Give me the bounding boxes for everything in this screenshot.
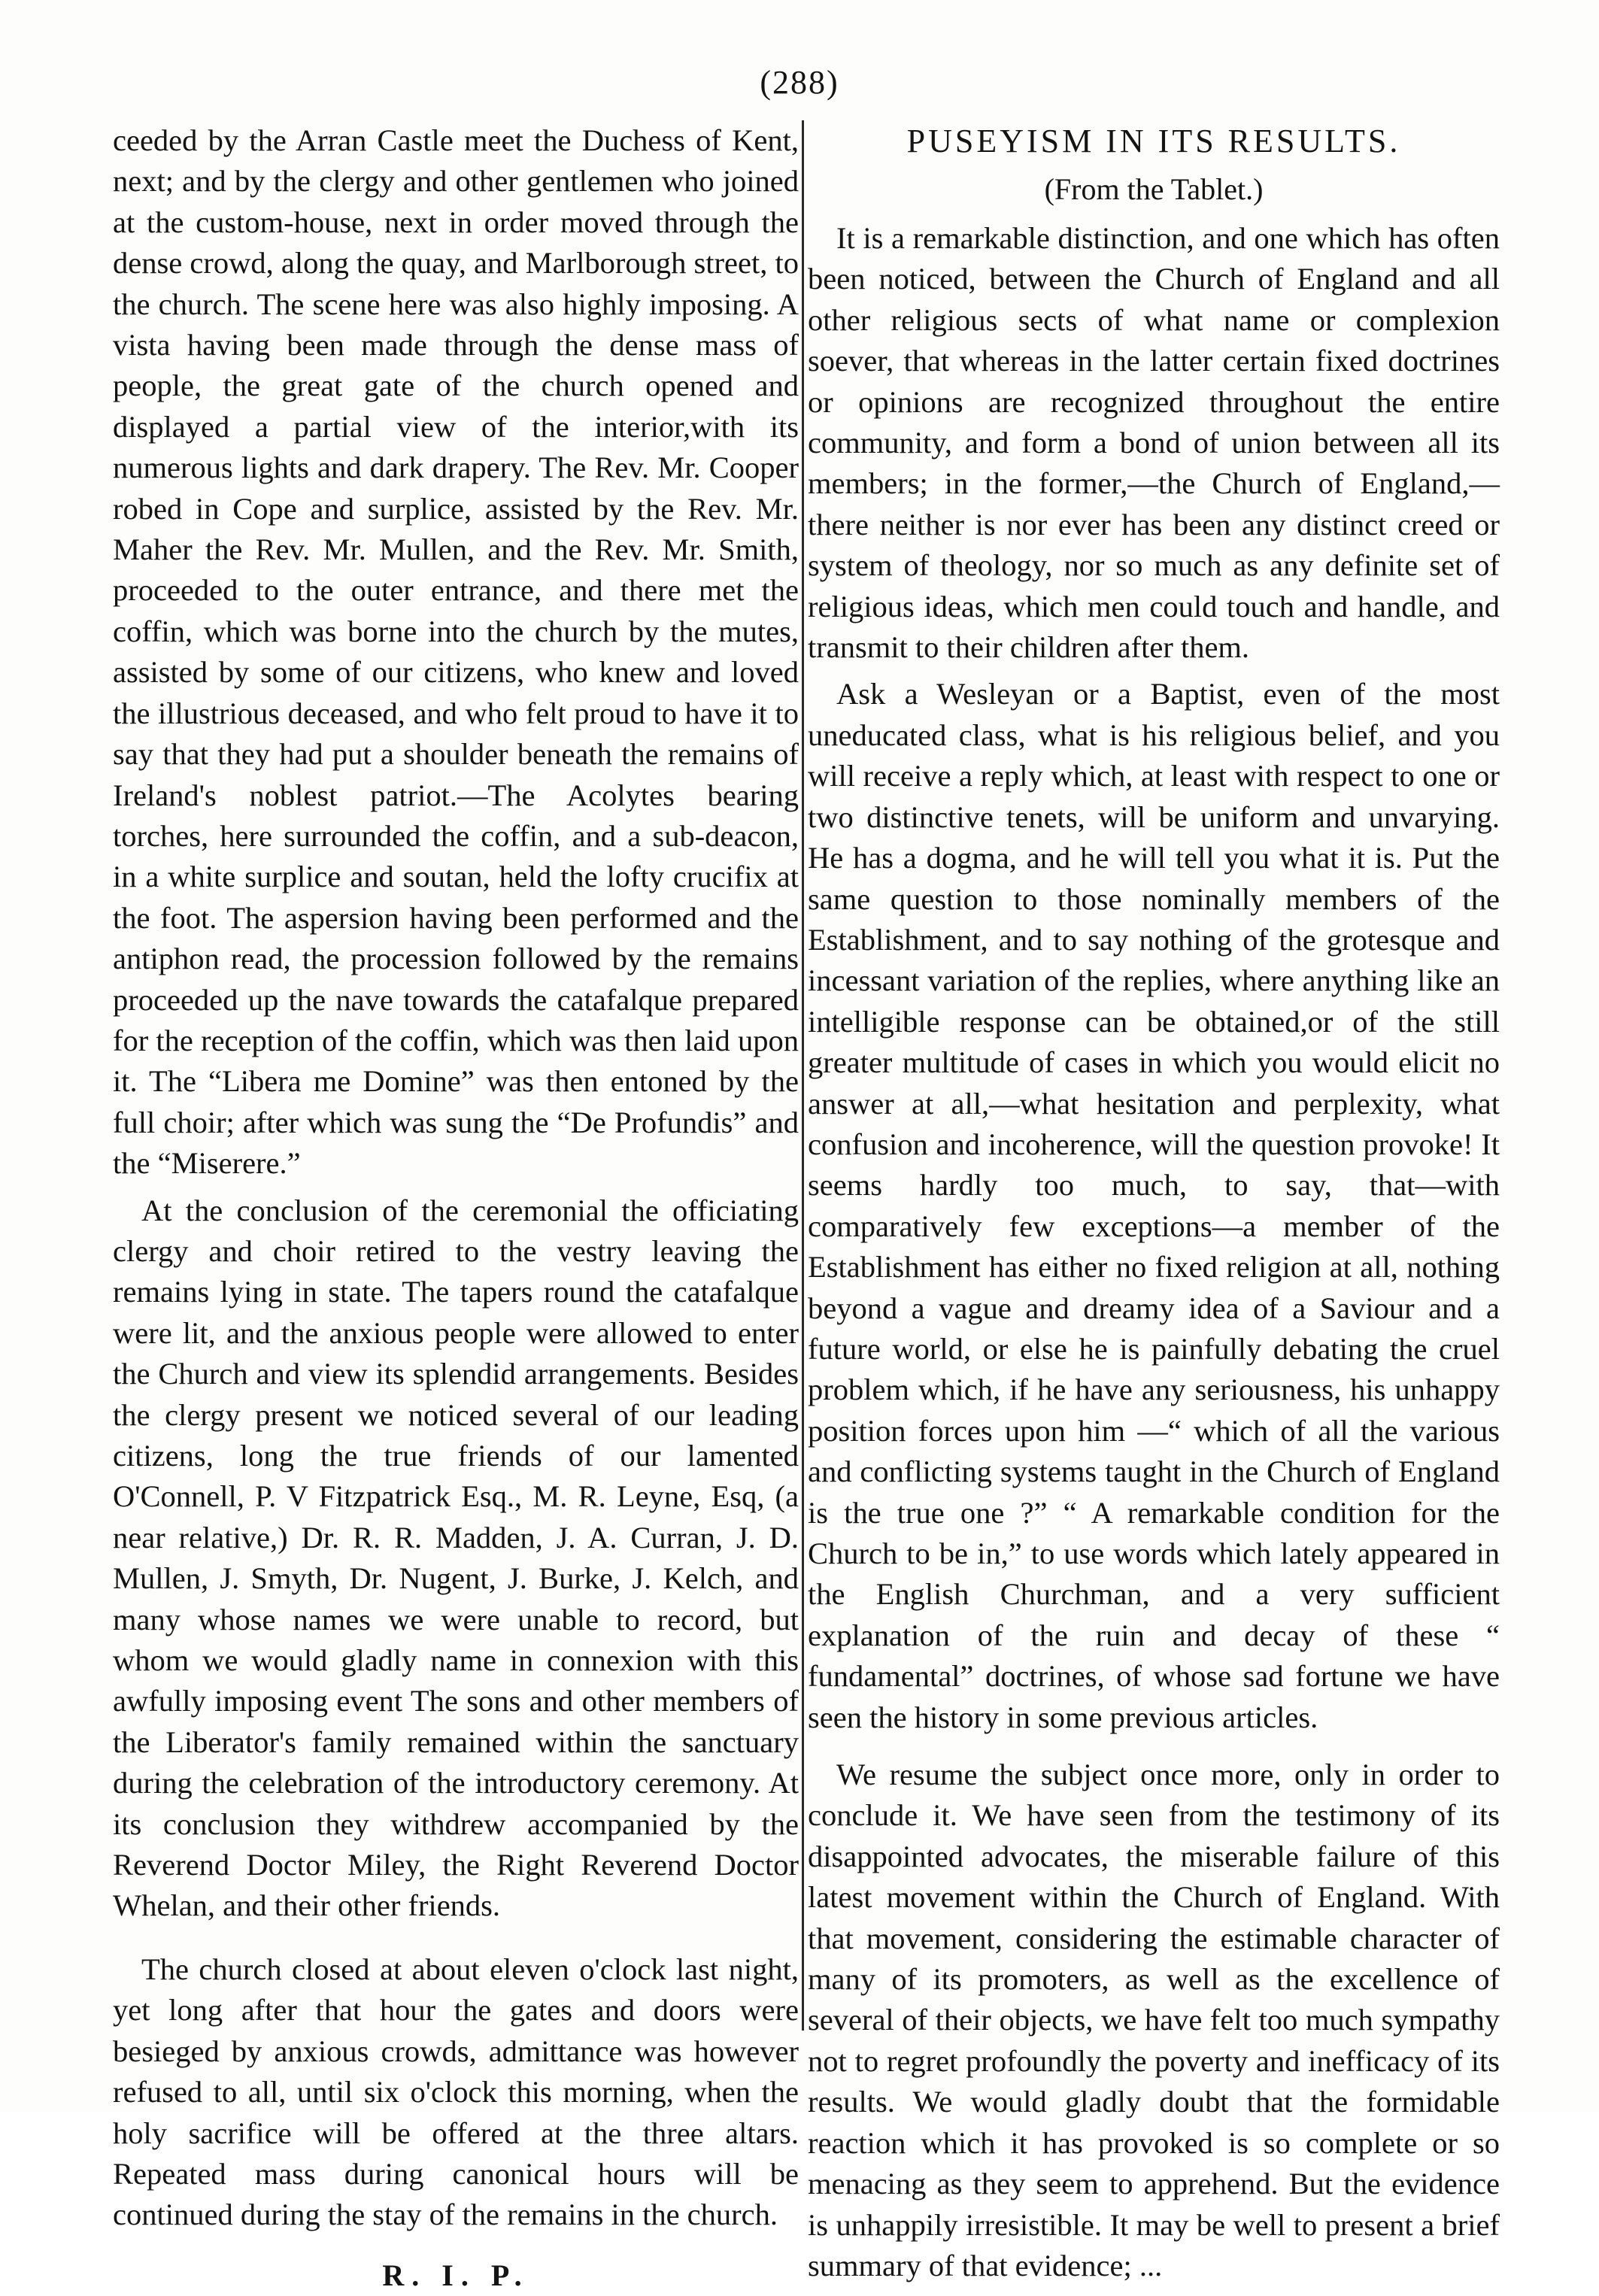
article-paragraph: At the conclusion of the ceremonial the officiating clergy and choir retired to the vestry leaving the remains lying in state. The tapers round the catafalque were lit, and the anxious people were allowed to enter the Church and view its splendid arrangements. Besides the clergy present we noticed several of our leading citizens, long the true friends of our lamented O'Connell, P. V Fitzpatrick Esq., M. R. Leyne, Esq, (a near relative,) Dr. R. R. Madden, J. A. Curran, J. D. Mullen, J. Smyth, Dr. Nugent, J. Burke, J. Kelch, and many whose names we were unable to record, but whom we would gladly name in connexion with this awfully imposing event The sons and other members of the Liberator's family remained within the sanctuary during the celebration of the introductory ceremony. At its conclusion they withdrew accompanied by the Reverend Doctor Miley, the Right Reverend Doctor Whelan, and their other friends. [113, 1193, 799, 1923]
article-paragraph: The church closed at about eleven o'clock last night, yet long after that hour the gates and doors were besieged by anxious crowds, admittance was however refused to all, until six o'clock this morning, when the holy sacrifice will be offered at the three altars. Repeated mass during canonical hours will be continued during the stay of the remains in the church. [113, 1952, 799, 2232]
article-paragraph: We resume the subject once more, only in order to conclude it. We have seen from the testimony of its disappointed advocates, the miserable failure of this latest movement within the Church of England. With that movement, considering the estimable character of many of its promoters, as well as the excellence of several of their objects, we have felt too much sympathy not to regret profoundly the poverty and inefficacy of its results. We would gladly doubt that the formidable reaction which it has provoked is so complete or so menacing as they seem to apprehend. But the evidence is unhappily irresistible. It may be well to present a brief summary of that evidence; ... [808, 1758, 1500, 2282]
article-source: (From the Tablet.) [1044, 172, 1264, 206]
article-title: PUSEYISM IN ITS RESULTS. [906, 123, 1401, 159]
column-divider [802, 120, 804, 2031]
signoff: R. I. P. [382, 2258, 529, 2292]
left-column [113, 120, 799, 2296]
article-paragraph: Ask a Wesleyan or a Baptist, even of the most uneducated class, what is his religious belief, and you will receive a reply which, at least with respect to one or two distinctive tenets, will be uniform and unvarying. He has a dogma, and he will tell you what it is. Put the same question to those nominally members of the Establishment, and to say nothing of the grotesque and incessant variation of the replies, where anything like an intelligible response can be obtained,or of the still greater multitude of cases in which you would elicit no answer at all,—what hesitation and perplexity, what confusion and incoherence, will the question provoke! It seems hardly too much, to say, that—with comparatively few exceptions—a member of the Establishment has either no fixed religion at all, nothing beyond a vague and dreamy idea of a Saviour and a future world, or else he is painfully debating the cruel problem which, if he have any seriousness, his unhappy position forces upon him —“ which of all the various and conflicting systems taught in the Church of England is the true one ?” “ A remarkable condition for the Church to be in,” to use words which lately appeared in the English Churchman, and a very sufficient explanation of the ruin and decay of these “ fundamental” doctrines, of whose sad fortune we have seen the history in some previous articles. [808, 677, 1500, 1734]
page-number: (288) [760, 64, 839, 101]
right-column [808, 120, 1500, 2292]
article-paragraph: ceeded by the Arran Castle meet the Duchess of Kent, next; and by the clergy and other gentlemen who joined at the custom-house, next in order moved through the dense crowd, along the quay, and Marlborough street, to the church. The scene here was also highly imposing. A vista having been made through the dense mass of people, the great gate of the church opened and displayed a partial view of the interior,with its numerous lights and dark drapery. The Rev. Mr. Cooper robed in Cope and surplice, assisted by the Rev. Mr. Maher the Rev. Mr. Mullen, and the Rev. Mr. Smith, proceeded to the outer entrance, and there met the coffin, which was borne into the church by the mutes, assisted by some of our citizens, who knew and loved the illustrious deceased, and who felt proud to have it to say that they had put a shoulder beneath the remains of Ireland's noblest patriot.—The Acolytes bearing torches, here surrounded the coffin, and a sub-deacon, in a white surplice and soutan, held the lofty crucifix at the foot. The aspersion having been performed and the antiphon read, the procession followed by the remains proceeded up the nave towards the catafalque prepared for the reception of the coffin, which was then laid upon it. The “Libera me Domine” was then entoned by the full choir; after which was sung the “De Profundis” and the “Miserere.” [113, 123, 799, 1181]
article-paragraph: It is a remarkable distinction, and one which has often been noticed, between the Church of England and all other religious sects of what name or complexion soever, that whereas in the latter certain fixed doctrines or opinions are recognized throughout the entire community, and form a bond of union between all its members; in the former,—the Church of England,—there neither is nor ever has been any distinct creed or system of theology, nor so much as any definite set of religious ideas, which men could touch and handle, and transmit to their children after them. [808, 221, 1500, 665]
